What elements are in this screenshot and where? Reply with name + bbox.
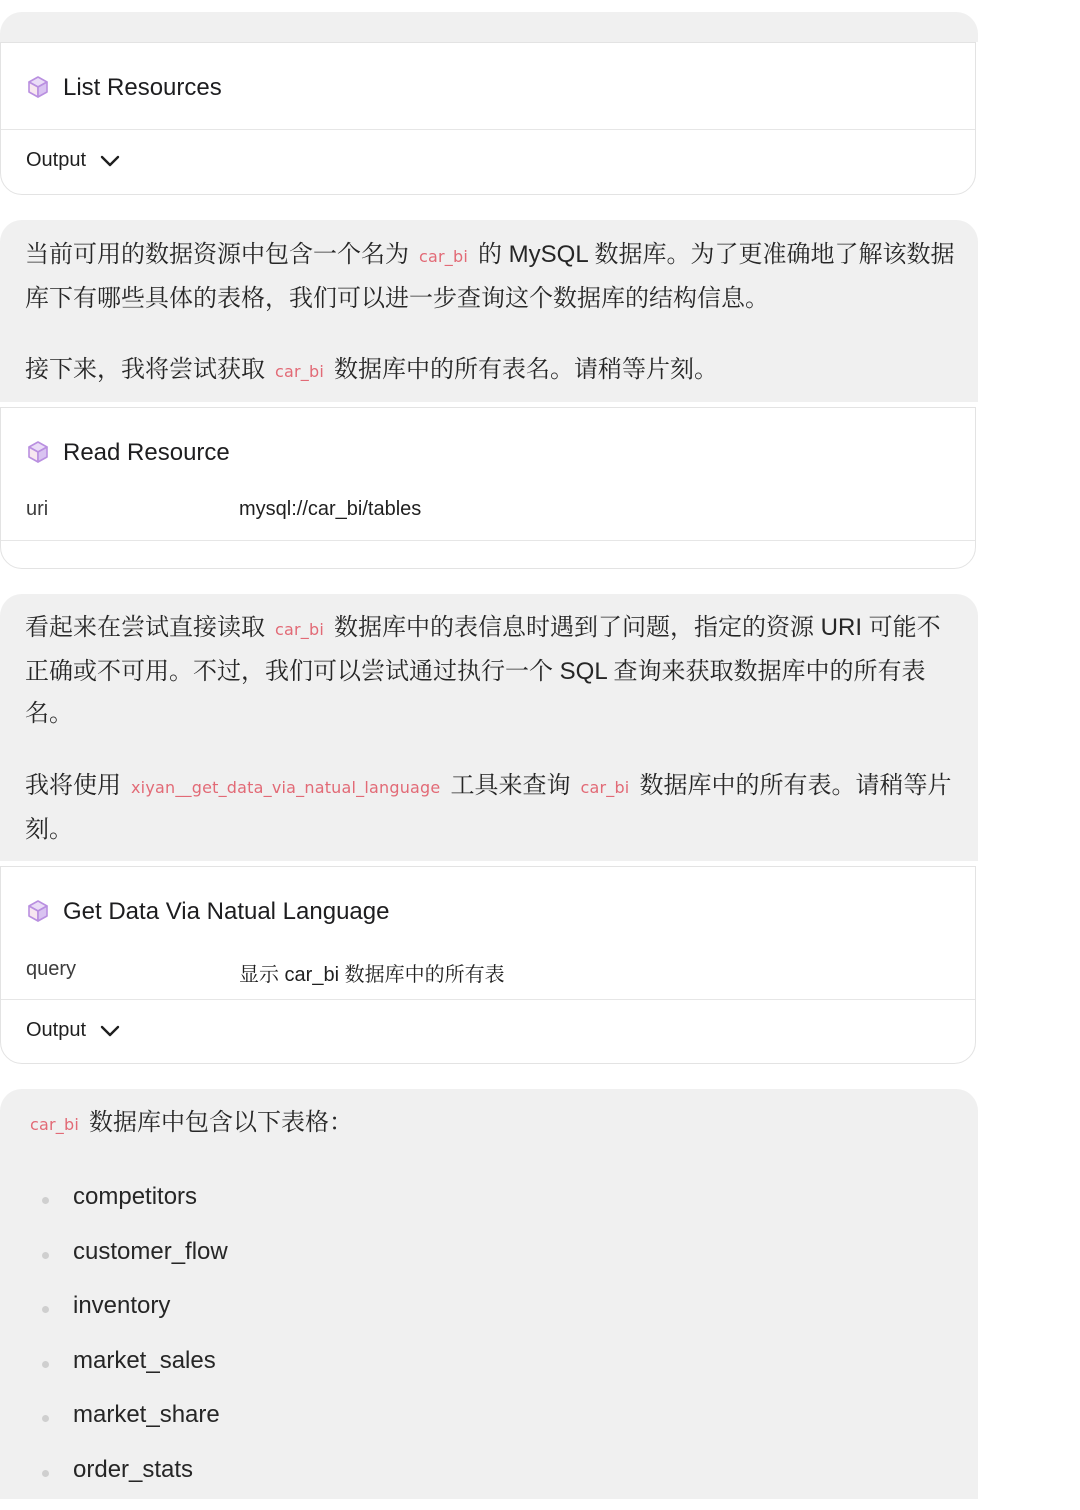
- assistant-message-1: [0, 220, 978, 402]
- bullet-dot: [42, 1306, 49, 1313]
- inline-code: xiyan__get_data_via_natual_language: [131, 778, 441, 797]
- tool-card-list-resources: [0, 42, 976, 195]
- output-label: Output: [26, 149, 87, 171]
- inline-code: car_bi: [419, 247, 468, 266]
- tool-title: List Resources: [63, 74, 222, 101]
- tool-card-get-data: [0, 866, 976, 1064]
- bullet-dot: [42, 1197, 49, 1204]
- bullet-dot: [42, 1470, 49, 1477]
- bullet-dot: [42, 1361, 49, 1368]
- bullet-dot: [42, 1415, 49, 1422]
- param-value: mysql://car_bi/tables: [239, 498, 422, 520]
- card-divider: [1, 129, 975, 130]
- param-value: 显示 car_bi 数据库中的所有表: [239, 964, 505, 986]
- message-paragraph: 看起来在尝试直接读取 car_bi 数据库中的表信息时遇到了问题，指定的资源 URI 可能不正确或不可用。不过，我们可以尝试通过执行一个 SQL 查询来获取数据库中的所有表名。: [25, 614, 941, 727]
- chevron-down-icon: [100, 154, 120, 168]
- chevron-down-icon: [100, 1024, 120, 1038]
- card-divider: [1, 999, 975, 1000]
- message-paragraph: 接下来，我将尝试获取 car_bi 数据库中的所有表名。请稍等片刻。: [25, 356, 718, 383]
- inline-code: car_bi: [580, 778, 630, 797]
- bullet-dot: [42, 1252, 49, 1259]
- message-bubble-top: [0, 12, 978, 42]
- message-paragraph: 当前可用的数据资源中包含一个名为 car_bi 的 MySQL 数据库。为了更准确地了解该数据库下有哪些具体的表格，我们可以进一步查询这个数据库的结构信息。: [25, 241, 955, 312]
- tool-title: Read Resource: [63, 439, 230, 466]
- inline-code: car_bi: [30, 1115, 79, 1134]
- cube-icon: [26, 899, 50, 923]
- tool-card-read-resource: [0, 407, 976, 569]
- cube-icon: [26, 75, 50, 99]
- cube-icon: [26, 440, 50, 464]
- card-divider: [1, 540, 975, 541]
- inline-code: car_bi: [275, 620, 324, 639]
- message-paragraph: 我将使用 xiyan__get_data_via_natual_language 工具来查询 car_bi 数据库中的所有表。请稍等片刻。: [25, 772, 952, 843]
- output-toggle[interactable]: [26, 149, 120, 172]
- assistant-message-3: car_bi 数据库中包含以下表格： competitors customer_flow inventory market_sales market_share order_stats: [0, 1089, 978, 1499]
- assistant-message-2: [0, 594, 978, 861]
- param-key: uri: [26, 498, 49, 520]
- output-toggle[interactable]: [26, 1019, 120, 1042]
- inline-code: car_bi: [275, 362, 324, 381]
- output-label: Output: [26, 1019, 87, 1041]
- tool-title: Get Data Via Natual Language: [63, 898, 390, 925]
- message-paragraph: car_bi 数据库中包含以下表格：: [20, 1102, 950, 1146]
- param-key: query: [26, 958, 77, 980]
